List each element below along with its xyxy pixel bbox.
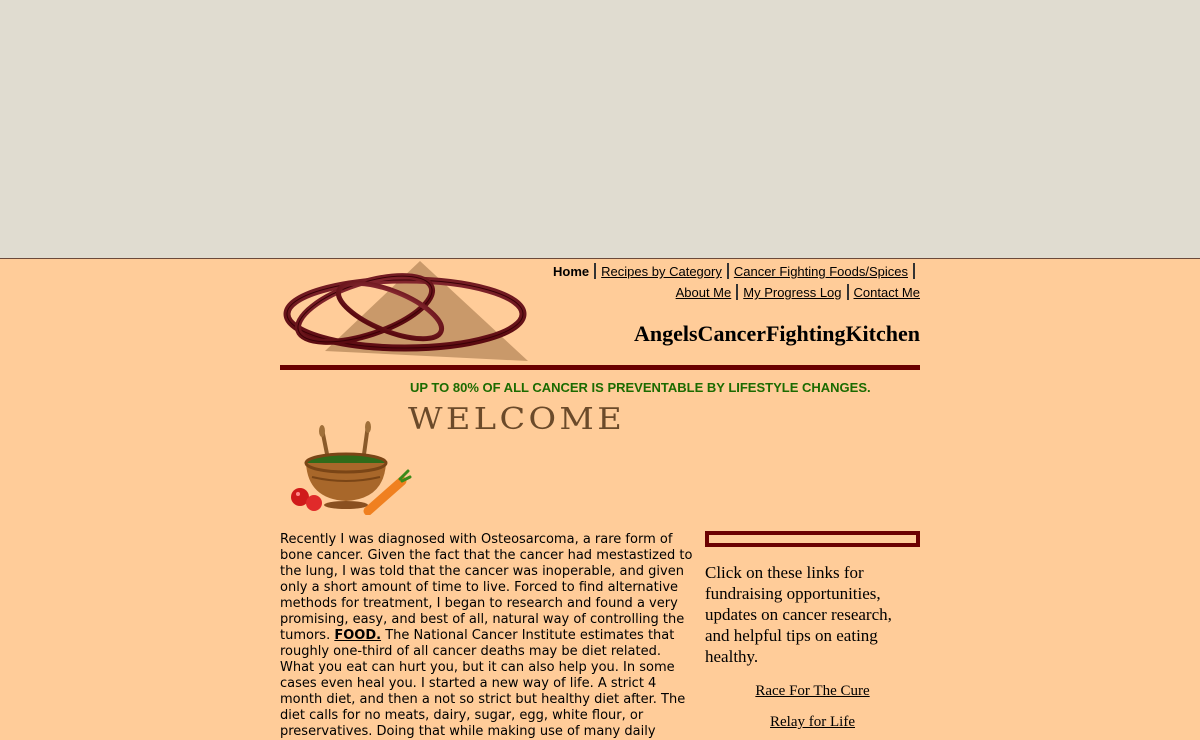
intro-text-continued: The National Cancer Institute estimates that roughly one-third of all cancer deaths may be diet related. What you eat can hurt you, but it can also help you. In some cases even heal you. I started a new way of life. A strict 4 month diet, and then a not so strict but healthy diet after. The diet calls for no meats, dairy, sugar, egg, white flour, or preservatives. Doing that while making use of many daily — [280, 628, 686, 739]
ellipse-rings-logo-icon[interactable] — [280, 259, 530, 363]
sidebar — [705, 531, 920, 731]
top-banner-area — [0, 0, 1200, 259]
nav-separator — [847, 284, 849, 300]
header-divider — [280, 365, 920, 370]
site-title: AngelsCancerFightingKitchen — [634, 321, 920, 346]
nav-recipes-by-category[interactable]: Recipes by Category — [601, 264, 722, 279]
intro-article — [280, 532, 694, 740]
main-navigation — [520, 261, 920, 303]
relay-for-life-link[interactable]: Relay for Life — [770, 714, 855, 730]
salad-bowl-icon — [282, 419, 412, 515]
nav-contact-me[interactable]: Contact Me — [853, 285, 920, 300]
page-container — [280, 259, 920, 740]
nav-separator — [913, 263, 915, 279]
nav-separator — [727, 263, 729, 279]
nav-separator — [736, 284, 738, 300]
welcome-heading: WELCOME — [408, 402, 626, 437]
nav-cancer-fighting-foods[interactable]: Cancer Fighting Foods/Spices — [733, 264, 908, 279]
intro-text: Recently I was diagnosed with Osteosarcoma, a rare form of bone cancer. Given the fact that the cancer had mestastized to the lung, I was told that the cancer was inoperable, and given only a short amount of time to live. Forced to find alternative methods for treatment, I began to research and found a very promising, easy, and best of all, natural way of controlling the tumors. — [280, 532, 693, 643]
race-for-the-cure-link[interactable]: Race For The Cure — [755, 683, 870, 699]
sidebar-intro: Click on these links for fundraising opportunities, updates on cancer research, and helpful tips on eating healthy. — [705, 563, 892, 666]
sidebar-header-bar — [705, 531, 920, 547]
nav-about-me[interactable]: About Me — [675, 285, 732, 300]
food-emphasis: FOOD. — [334, 628, 382, 643]
nav-separator — [594, 263, 596, 279]
nav-my-progress-log[interactable]: My Progress Log — [743, 285, 842, 300]
nav-home[interactable]: Home — [553, 264, 590, 279]
tagline: UP TO 80% OF ALL CANCER IS PREVENTABLE BY LIFESTYLE CHANGES. — [410, 380, 871, 395]
